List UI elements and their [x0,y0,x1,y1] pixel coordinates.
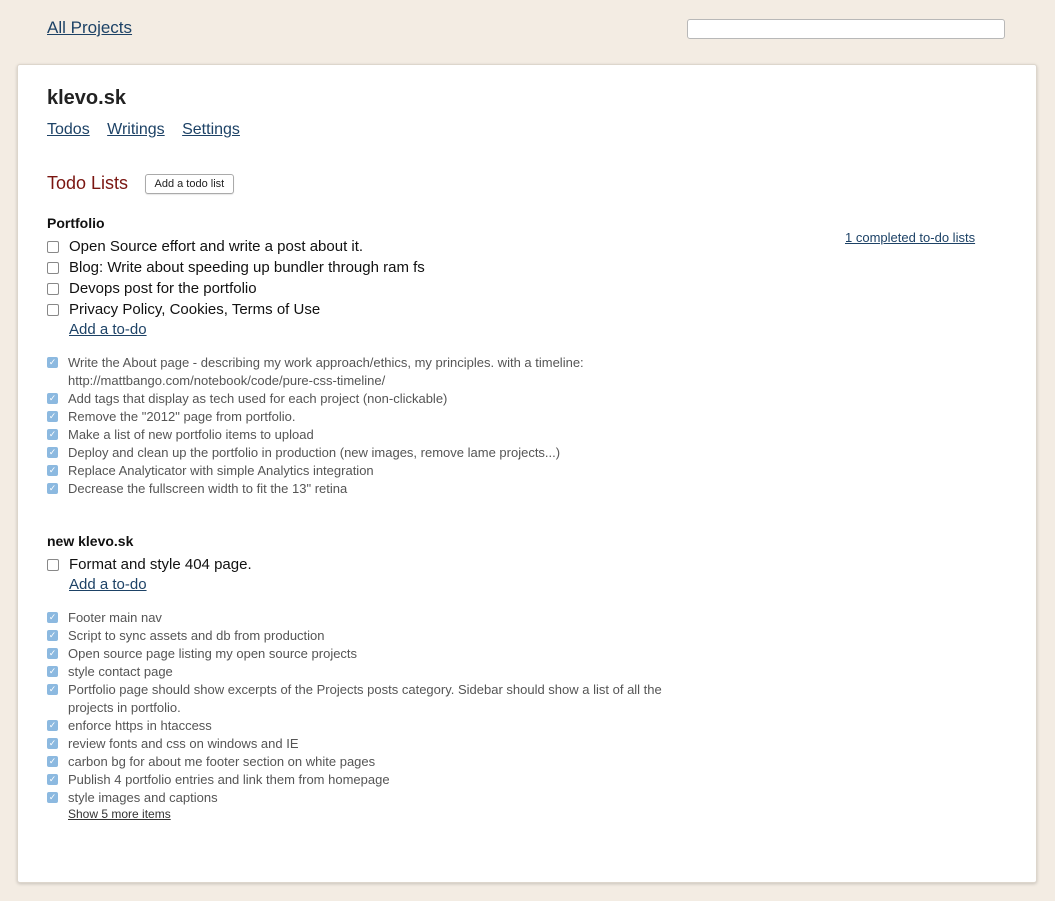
add-todo-link[interactable]: Add a to-do [69,576,147,593]
checked-checkbox[interactable]: ✓ [48,357,57,367]
checked-checkbox[interactable]: ✓ [48,447,57,457]
top-bar [0,0,1055,62]
todo-text: Format and style 404 page. [69,556,252,573]
checked-checkbox[interactable]: ✓ [48,393,57,403]
project-card [17,64,1037,883]
checked-checkbox[interactable]: ✓ [48,720,57,730]
todo-text: enforce https in htaccess [68,718,212,733]
todo-text: Deploy and clean up the portfolio in production (new images, remove lame projects...) [68,445,561,460]
checkbox[interactable] [47,304,59,316]
checked-checkbox[interactable]: ✓ [48,648,57,658]
todo-text: Write the About page - describing my work approach/ethics, my principles. with a timeline: http://mattbango.com/notebook/code/pure-css-timeline/ [68,355,584,388]
checked-checkbox[interactable]: ✓ [48,738,57,748]
completed-item [47,480,697,498]
completed-items [47,354,697,498]
checkbox[interactable] [47,559,59,571]
add-todo-list-button[interactable]: Add a todo list [145,174,235,194]
todo-text: Blog: Write about speeding up bundler through ram fs [69,259,425,276]
todo-list-new-klevo [47,533,697,821]
todo-text: Privacy Policy, Cookies, Terms of Use [69,301,321,318]
show-more-link[interactable]: Show 5 more items [68,807,171,821]
checked-checkbox[interactable]: ✓ [48,756,57,766]
checked-checkbox[interactable]: ✓ [48,465,57,475]
completed-items [47,609,697,821]
todo-item [47,299,697,320]
completed-item [47,408,697,426]
nav-todos-link[interactable]: Todos [47,121,90,138]
todo-text: Remove the "2012" page from portfolio. [68,409,296,424]
checked-checkbox[interactable]: ✓ [48,666,57,676]
checked-checkbox[interactable]: ✓ [48,774,57,784]
checked-checkbox[interactable]: ✓ [48,684,57,694]
todo-list-portfolio [47,215,697,498]
completed-item [47,462,697,480]
completed-item [47,609,697,627]
checked-checkbox[interactable]: ✓ [48,630,57,640]
checked-checkbox[interactable]: ✓ [48,483,57,493]
todo-lists-header [47,173,234,194]
checked-checkbox[interactable]: ✓ [48,792,57,802]
project-title: klevo.sk [47,87,126,109]
todo-item [47,236,697,257]
checkbox[interactable] [47,241,59,253]
completed-item [47,426,697,444]
project-nav [47,121,253,139]
checked-checkbox[interactable]: ✓ [48,411,57,421]
todo-text: Open Source effort and write a post about it. [69,238,364,255]
completed-item [47,444,697,462]
completed-item [47,354,697,390]
todo-text: Open source page listing my open source projects [68,646,358,661]
completed-item [47,627,697,645]
all-projects-link[interactable]: All Projects [47,18,133,37]
completed-item [47,663,697,681]
todo-text: Portfolio page should show excerpts of the Projects posts category. Sidebar should show a list of all the projects in portfolio. [68,682,662,715]
nav-writings-link[interactable]: Writings [107,121,165,138]
completed-item [47,753,697,771]
completed-item [47,789,697,807]
list-title: new klevo.sk [47,533,134,549]
list-title: Portfolio [47,215,105,231]
todo-item [47,554,697,575]
todo-item [47,278,697,299]
checked-checkbox[interactable]: ✓ [48,612,57,622]
nav-settings-link[interactable]: Settings [182,121,240,138]
todo-text: carbon bg for about me footer section on white pages [68,754,376,769]
todo-text: Replace Analyticator with simple Analytics integration [68,463,374,478]
todo-text: Footer main nav [68,610,162,625]
completed-item [47,771,697,789]
completed-item [47,717,697,735]
todo-text: style contact page [68,664,173,679]
section-title: Todo Lists [47,173,129,193]
completed-item [47,390,697,408]
todo-text: Add tags that display as tech used for each project (non-clickable) [68,391,448,406]
completed-lists-link[interactable]: 1 completed to-do lists [845,230,976,245]
checked-checkbox[interactable]: ✓ [48,429,57,439]
todo-item [47,257,697,278]
checkbox[interactable] [47,283,59,295]
todo-text: Make a list of new portfolio items to upload [68,427,314,442]
todo-text: Decrease the fullscreen width to fit the 13" retina [68,481,348,496]
todo-text: Devops post for the portfolio [69,280,257,297]
todo-text: style images and captions [68,790,218,805]
checkbox[interactable] [47,262,59,274]
completed-item [47,735,697,753]
completed-item [47,645,697,663]
todo-text: review fonts and css on windows and IE [68,736,299,751]
search-input[interactable] [687,19,1005,39]
todo-text: Script to sync assets and db from production [68,628,325,643]
completed-item [47,681,697,717]
add-todo-link[interactable]: Add a to-do [69,321,147,338]
todo-text: Publish 4 portfolio entries and link them from homepage [68,772,390,787]
